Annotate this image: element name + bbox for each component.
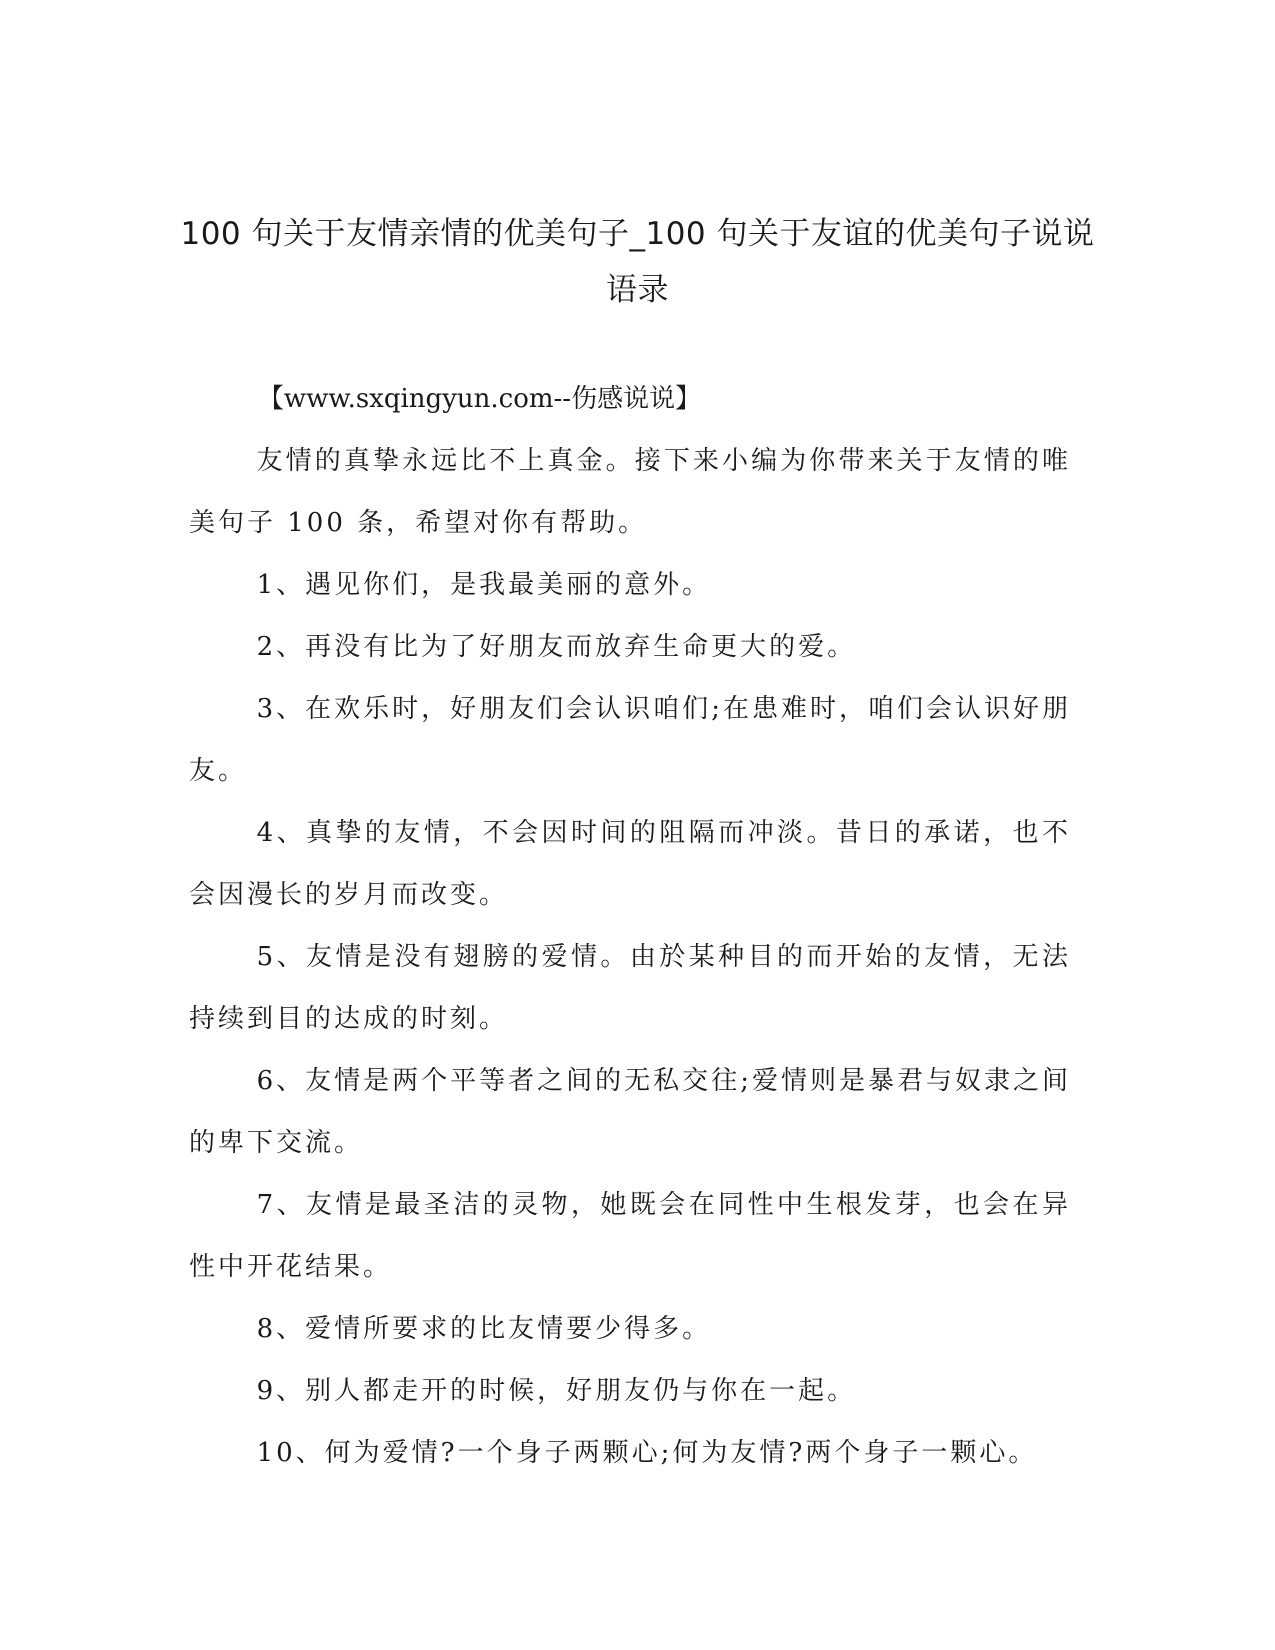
list-item: 4、真挚的友情，不会因时间的阻隔而冲淡。昔日的承诺，也不会因漫长的岁月而改变。 <box>189 818 1071 910</box>
list-item: 6、友情是两个平等者之间的无私交往;爱情则是暴君与奴隶之间的卑下交流。 <box>189 1066 1071 1158</box>
document-title: 100 句关于友情亲情的优美句子_100 句关于友谊的优美句子说说语录 <box>180 216 1095 308</box>
list-item: 5、友情是没有翅膀的爱情。由於某种目的而开始的友情，无法持续到目的达成的时刻。 <box>189 942 1071 1034</box>
list-item: 1、遇见你们，是我最美丽的意外。 <box>256 570 712 600</box>
list-item: 7、友情是最圣洁的灵物，她既会在同性中生根发芽，也会在异性中开花结果。 <box>189 1190 1071 1282</box>
list-item: 10、何为爱情?一个身子两颗心;何为友情?两个身子一颗心。 <box>256 1438 1038 1468</box>
source-tag: 【www.sxqingyun.com--伤感说说】 <box>257 384 702 414</box>
intro-paragraph: 友情的真挚永远比不上真金。接下来小编为你带来关于友情的唯美句子 100 条，希望对你有帮助。 <box>189 446 1071 538</box>
list-item: 2、再没有比为了好朋友而放弃生命更大的爱。 <box>256 632 857 662</box>
list-item: 9、别人都走开的时候，好朋友仍与你在一起。 <box>256 1376 857 1406</box>
list-item: 3、在欢乐时，好朋友们会认识咱们;在患难时，咱们会认识好朋友。 <box>189 694 1071 786</box>
list-item: 8、爱情所要求的比友情要少得多。 <box>256 1314 712 1344</box>
document-body <box>189 368 1071 1484</box>
